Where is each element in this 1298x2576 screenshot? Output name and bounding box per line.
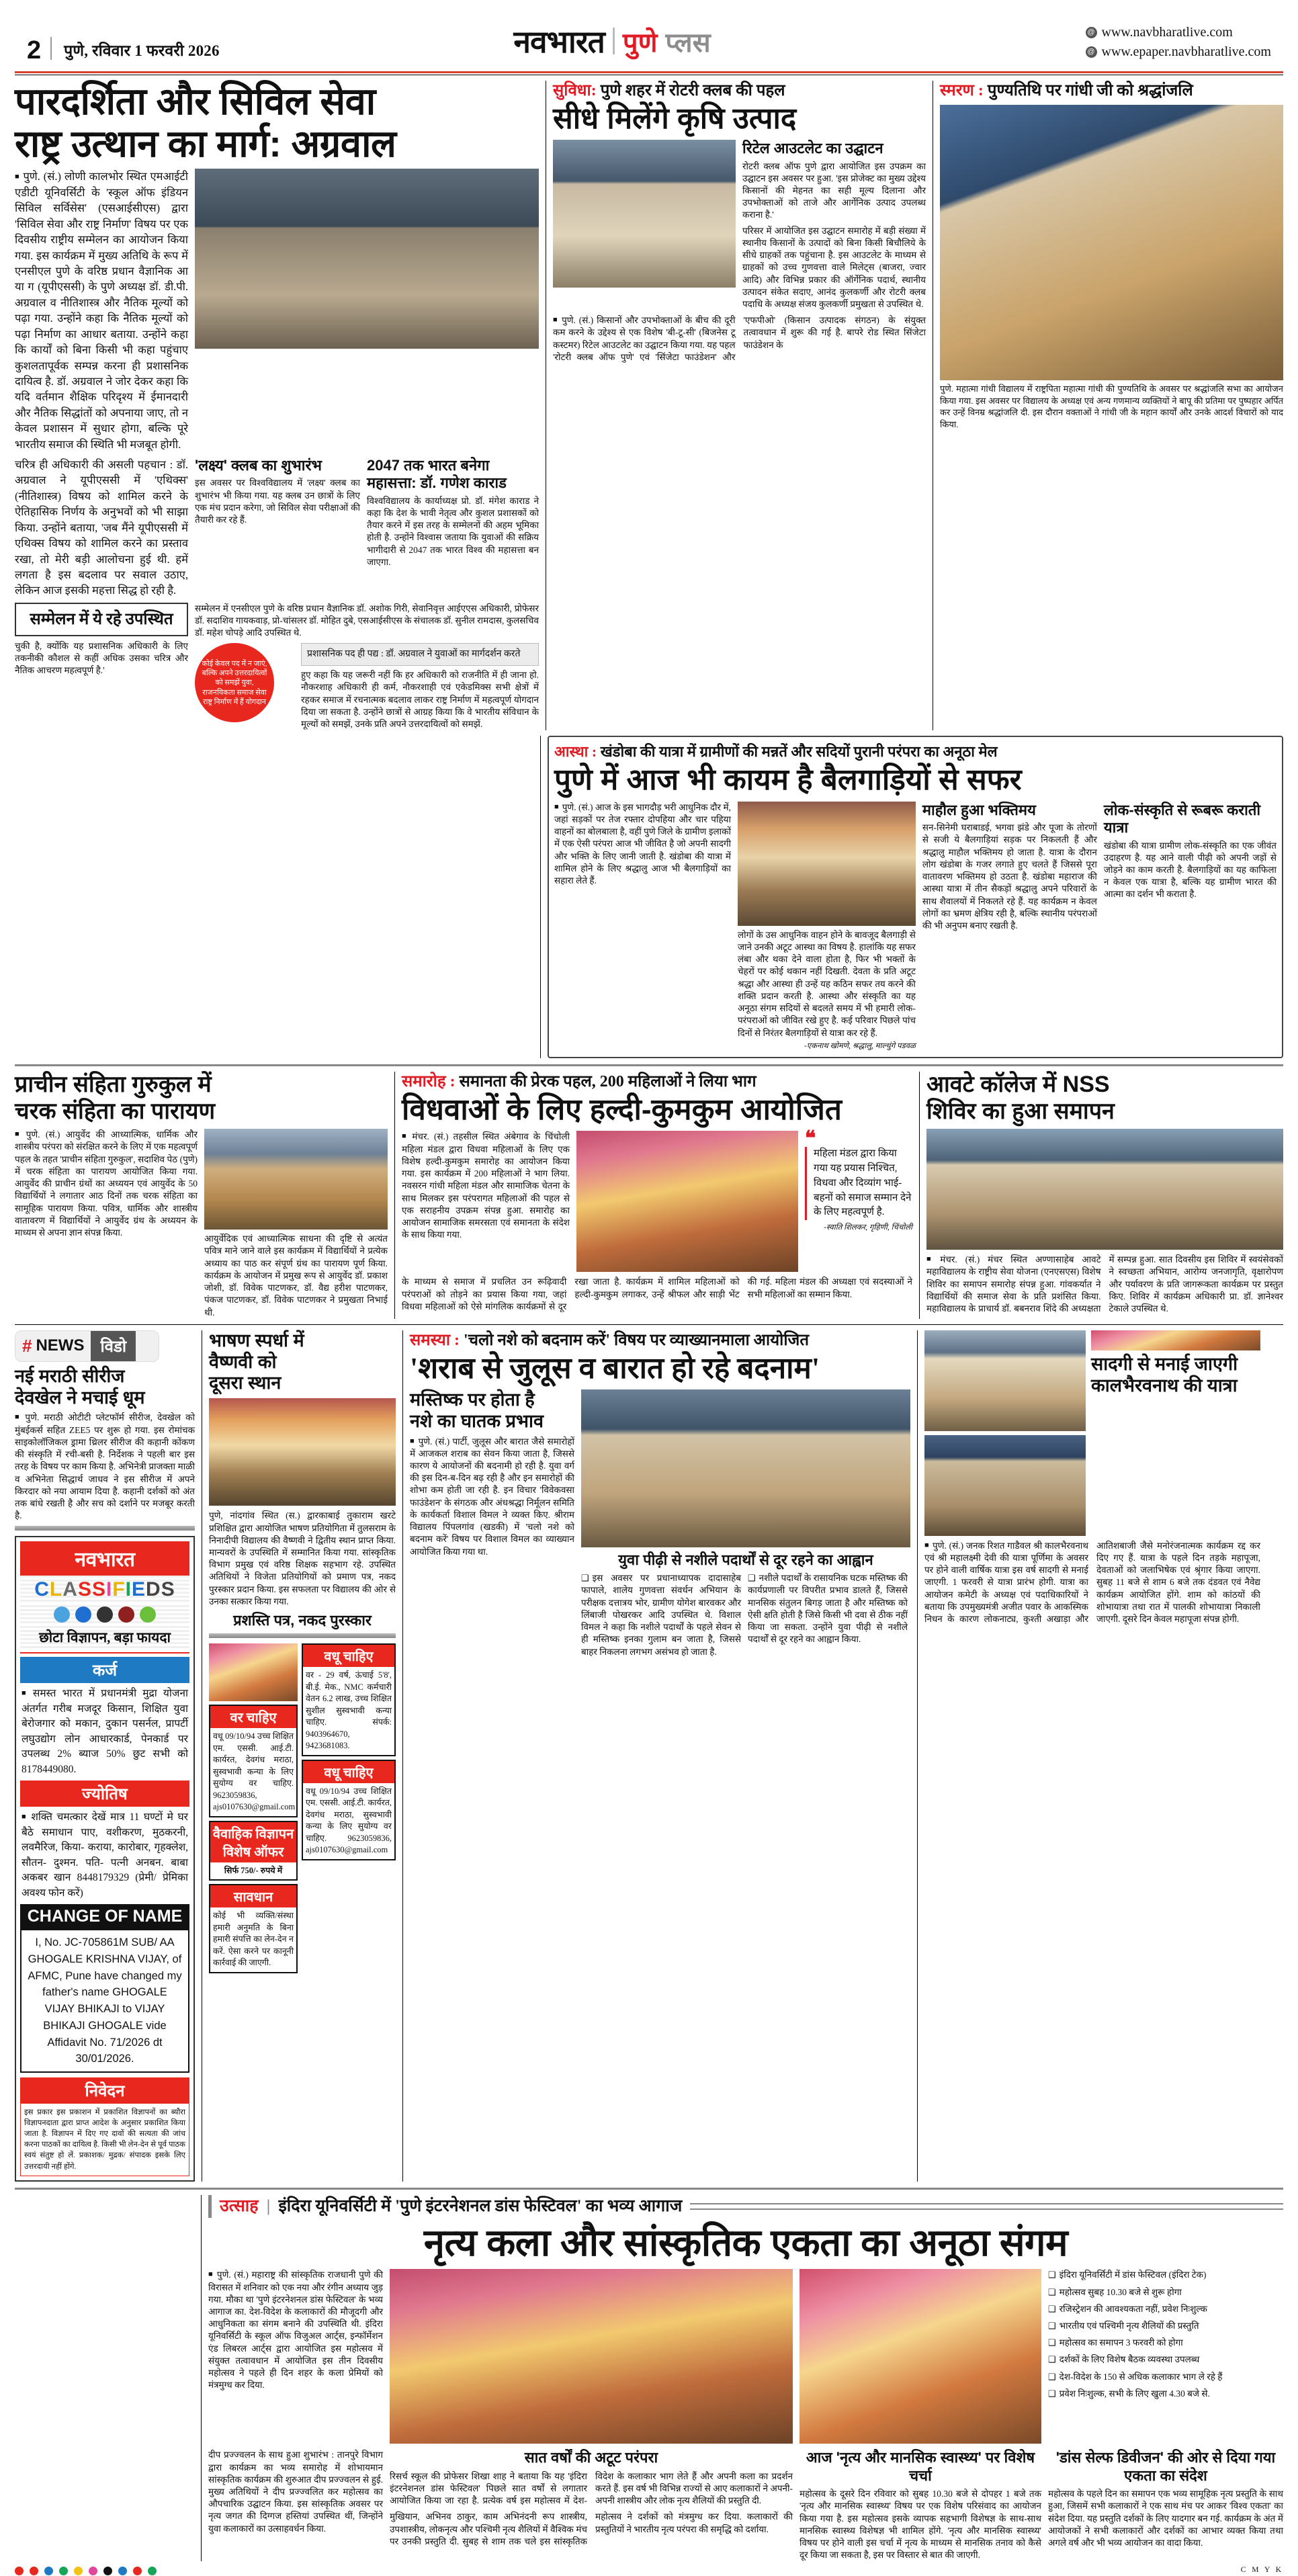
- charak-story: [15, 1072, 388, 1318]
- haldi-quote-attr: -स्वाति शिलकर, गृहिणी, चिंचोली: [824, 1223, 912, 1232]
- haldi-quote-col: [805, 1127, 912, 1272]
- lead-caption-2-title: 2047 तक भारत बनेगा महासत्ता: डॉ. गणेश काराड: [367, 457, 507, 492]
- masthead-websites: [1086, 23, 1272, 62]
- newsvideo-headline-line1: नई मराठी सीरीज: [15, 1365, 125, 1386]
- haldi-kicker-rest: समानता की प्रेरक पहल, 200 महिलाओं ने लिया भाग: [459, 1073, 756, 1091]
- nivedan-title: निवेदन: [20, 2077, 189, 2104]
- charak-headline-line2: चरक संहिता का पारायण: [15, 1098, 216, 1124]
- website-row-1[interactable]: [1086, 23, 1272, 42]
- astha-sub-body-2: खंडोबा की यात्रा ग्रामीण लोक-संस्कृति का एक जीवंत उदाहरण है. यह आने वाली पीढ़ी को अपनी जड़ों से जोड़ने का काम करती है. बैलगाड़ियों का यह काफिला न केवल एक यात्रा है, बल्कि यह ग्रामीण भारत की आत्मा का दर्शन भी कराता है.: [1103, 840, 1277, 900]
- dance-sub2-title: आज 'नृत्य और मानसिक स्वास्थ्य' पर विशेष चर्चा: [806, 2449, 1035, 2484]
- dance-festival-story: [208, 2195, 1283, 2562]
- dance-sub-row: [208, 2449, 1283, 2561]
- haldi-col-1: [402, 1131, 570, 1272]
- left-rail-rule: [15, 1526, 195, 1531]
- bhashan-photo: [209, 1398, 396, 1506]
- col-divider-3: [394, 1072, 395, 1318]
- dance-col-1: [208, 2269, 383, 2444]
- astha-body: ■ पुणे. (सं.) आज के इस भागदौड़ भरी आधुनिक दौर में, जहां सड़कों पर तेज रफ्तार दोपहिया और चार पहिया वाहनों का बोलबाला है, वहीं पुणे जिले के ग्रामीण इलाकों में एक ऐसी परंपरा आज भी जीवित है जो अपनी सादगी और भक्ति के लिए जानी जाती है. खंडोबा की यात्रा में शामिल होने के लिए श्रद्धालु आज भी बैलगाड़ियों का सहारा लेते हैं.: [554, 802, 731, 888]
- charak-headline-line1: प्राचीन संहिता गुरुकुल में: [15, 1072, 212, 1098]
- house-icon: [54, 1606, 70, 1623]
- footer-dot-8: [133, 2567, 142, 2575]
- ad-1-body: वधू 09/10/94 उच्च शिक्षित एम. एससी. आई.टी. कार्यरत, देवगंध मराठा, सुस्वभावी कन्या के लिए सुयोग्य वर चाहिए. 9623059836, ajs0107630@gmail.com: [213, 1731, 296, 1812]
- ads-row: [209, 1643, 396, 1973]
- gandhi-photo: [940, 105, 1283, 380]
- footer-dot-5: [89, 2567, 97, 2575]
- dateline: पुणे, रविवार 1 फरवरी 2026: [64, 42, 220, 59]
- rotary-body: ■ पुणे. (सं.) किसानों और उपभोक्ताओं के बीच की दूरी कम करने के उद्देश्य से एक विशेष 'बी-टू-सी' (बिजनेस टू कस्टमर) रिटेल आउटलेट का उद्घाटन किया गया. यह पहल 'रोटरी क्लब ऑफ पुणे' एवं 'सिंजेटा फाउंडेशन' और 'एफपीओ' (किसान उत्पादक संगठन) के संयुक्त तत्वावधान में शुरू की गई है. बापरे रोड स्थित सिंजेटा फाउंडेशन के: [553, 314, 926, 363]
- left-rail: [15, 1330, 195, 2182]
- dance-check-5: ❑ दर्शकों के लिए विशेष बैठक व्यवस्था उपलब्ध: [1048, 2354, 1283, 2366]
- graduation-cap-icon: [97, 1606, 113, 1623]
- globe-icon: @: [1086, 46, 1097, 58]
- kalbhairav-story: [924, 1330, 1260, 2182]
- lead-body-3: चुकी है, क्योंकि यह प्रशासनिक अधिकारी के लिए तकनीकी कौशल से कहीं अधिक उसका चरित्र और नैतिक आचरण महत्वपूर्ण है.': [15, 640, 188, 676]
- samasya-sub-headline-2: युवा पीढ़ी से नशीले पदार्थों से दूर रहने का आह्वान: [618, 1551, 873, 1568]
- rotary-headline: सीधे मिलेंगे कृषि उत्पाद: [553, 102, 797, 135]
- classifieds-brand: नवभारत: [20, 1541, 189, 1576]
- dance-final-body: महोत्सव के पहले दिन का समापन एक भव्य सामूहिक नृत्य प्रस्तुति के साथ हुआ, जिसमें सभी कलाकारों ने एक साथ मंच पर आकर 'विश्व एकता' का संदेश दिया. यह प्रस्तुति दर्शकों के लिए यादगार बन गई. कार्यक्रम के अंत में आयोजकों ने सभी कलाकारों और दर्शकों का आभार व्यक्त किया तथा अगले वर्ष और भी भव्य आयोजन का वादा किया.: [1048, 2489, 1283, 2548]
- dance-sub1-body: रिसर्च स्कूल की प्रोफेसर शिखा शाह ने बताया कि यह 'इंदिरा इंटरनेशनल डांस फेस्टिवल' पिछले सात वर्षों से लगातार आयोजित किया जा रहा है. प्रत्येक वर्ष इस महोत्सव में देश-विदेश के कलाकार भाग लेते हैं और अपनी कला का प्रदर्शन करते हैं. इस वर्ष भी विभिन्न राज्यों से आए कलाकारों ने अपनी-अपनी शास्त्रीय और लोक नृत्य शैलियों की प्रस्तुति दी.: [390, 2471, 793, 2506]
- bhashan-headline-line2: वैष्णवी को: [209, 1351, 277, 1372]
- lead-caption-1-body: इस अवसर पर विश्वविद्यालय में 'लक्ष्य' क्लब का शुभारंभ भी किया गया. यह क्लब उन छात्रों के लिए एक मंच प्रदान करेगा, जो सिविल सेवा परीक्षाओं की तैयारी कर रहे हैं.: [195, 478, 360, 525]
- lead-story: [15, 81, 539, 730]
- samasya-photo: [581, 1389, 910, 1547]
- astha-left-spacer: [15, 736, 533, 1058]
- classifieds-section-body-1: ■ शक्ति चमत्कार देखें मात्र 11 घण्टों मे घर बैठे समाधान पाए, वशीकरण, मुठकरनी, लवमैरिज, किया- कराया, कारोबार, गृहक्लेश, सौतन- दुश्मन. पति- पत्नी अनबन. बाबा अकबर खान 8448179329 (प्रेमी/ प्रेमिका अवश्य फोन करें): [20, 1807, 189, 1904]
- logo-plus: प्लस: [665, 28, 711, 58]
- lead-body-2: चरित्र ही अधिकारी की असली पहचान : डॉ. अग्रवाल ने यूपीएससी में 'एथिक्स' (नीतिशास्त्र) विषय को शामिल करने के ऐतिहासिक निर्णय के अनुभवों को भी साझा किया. उन्होंने बताया, 'जब मैंने यूपीएससी में एथिक्स विषय को शामिल करने का प्रस्ताव रखा, तो मेरी बड़ी आलोचना हुई थी. हमें लगता है इस बदलाव पर सवाल उठाए, लेकिन आज इसकी महत्ता सिद्ध हो रही है.: [15, 458, 188, 597]
- dance-photo-2: [799, 2269, 1041, 2444]
- dance-check-2: ❑ रजिस्ट्रेशन की आवश्यकता नहीं, प्रवेश निःशुल्क: [1048, 2303, 1283, 2315]
- ad-2-title: वैवाहिक विज्ञापन विशेष ऑफर: [210, 1822, 296, 1862]
- lead-photo: [195, 169, 539, 349]
- dance-check-0: ❑ इंदिरा यूनिवर्सिटी में डांस फेस्टिवल (इंदिरा टेक): [1048, 2269, 1283, 2281]
- footer-dot-6: [103, 2567, 112, 2575]
- ad-3-title: सावधान: [210, 1885, 296, 1907]
- classifieds-icon-row: [20, 1604, 189, 1625]
- news-video-left: [15, 1332, 91, 1361]
- sammelan-panel-title: [15, 603, 188, 636]
- dance-kicker: [220, 2196, 682, 2217]
- samasya-story: [410, 1330, 910, 2182]
- masthead-left: [27, 36, 220, 65]
- nss-headline-line1: आवटे कॉलेज में NSS: [926, 1072, 1110, 1098]
- dance-sub-col-3: [799, 2449, 1041, 2561]
- ad-4-title: वधू चाहिए: [303, 1645, 394, 1667]
- charak-body: ■ पुणे. (सं.) आयुर्वेद की आध्यात्मिक, धार्मिक और शास्त्रीय परंपरा को संरक्षित करने के लिए में एक महत्वपूर्ण पहल के तहत 'प्राचीन संहिता गुरुकुल', सदाशिव पेठ (पुणे) में चरक संहिता का पारायण आयोजित किया गया. आयुर्वेद की प्राचीन ग्रंथों का अध्ययन एवं आयुर्वेद के 50 विद्यार्थियों ने लगातार आठ दिनों तक चरक संहिता का सामूहिक पारायण किया. पवित्र, धार्मिक और शास्त्रीय वातावरण में विद्यार्थियों ने आयुर्वेद ग्रंथ के अध्ययन के माध्यम से अपना ज्ञान संपन्न किया.: [15, 1129, 198, 1239]
- bhashan-body: पुणे, नांदगांव स्थित (स.) द्वारकाबाई तुकाराम खरटे प्रशिक्षित द्वारा आयोजित भाषण प्रतियोगिता में तुलसराम के निनादीपी विद्यालय की वैष्णवी ने द्वितीय स्थान प्राप्त किया. मान्यवरों के उपस्थिति में सम्मानित किया गया. सांस्कृतिक विभाग प्रमुख एवं वरिष्ठ शिक्षक सहभाग रहे. उपस्थित अतिथियों ने विजेता प्रतियोगियों को प्रमाण पत्र, नकद पुरस्कार प्रदान किया. इस सफलता पर विद्यालय की ओर से उनका सत्कार किया गया.: [209, 1510, 396, 1606]
- logo-pune: पुणे: [622, 28, 658, 58]
- haldi-story: [402, 1072, 912, 1318]
- change-of-name-title: CHANGE OF NAME: [20, 1904, 189, 1929]
- rotary-story: [553, 81, 926, 730]
- news-video-badge[interactable]: [15, 1330, 159, 1362]
- samasya-kicker: [410, 1330, 910, 1350]
- ad-4[interactable]: [302, 1643, 396, 1756]
- dance-check-3: ❑ भारतीय एवं पश्चिमी नृत्य शैलियों की प्रस्तुति: [1048, 2320, 1283, 2332]
- wedding-icon: [118, 1606, 134, 1623]
- ad-3-body: कोई भी व्यक्ति/संस्था हमारी अनुमति के बिना हमारी संपत्ति का लेन-देन न करें. ऐसा करने पर कानूनी कार्रवाई की जाएगी.: [213, 1911, 294, 1968]
- dance-kicker-rest: इंदिरा यूनिवर्सिटी में 'पुणे इंटरनेशनल डांस फेस्टिवल' का भव्य आगाज: [278, 2196, 683, 2215]
- masthead: [0, 0, 1298, 67]
- bhashan-headline-line1: भाषण स्पर्धा में: [209, 1330, 304, 1350]
- website-row-2[interactable]: [1086, 42, 1272, 62]
- astha-photo-block: [738, 802, 916, 1051]
- ad-4-body: वर - 29 वर्ष, ऊंचाई 5'8', बी.ई. मेक., NMC कर्मचारी वेतन 6.2 लाख, उच्च शिक्षित सुशील सुस्वभावी कन्या चाहिए. संपर्क: 9403964670, 9423681083.: [306, 1670, 392, 1751]
- ad-5-title: वधू चाहिए: [303, 1761, 394, 1783]
- charak-body-2: आयुर्वेदिक एवं आध्यात्मिक साधना की दृष्टि से अत्यंत पवित्र माने जाने वाले इस कार्यक्रम में विद्यार्थियों ने प्रत्येक अध्याय का पाठ कर संपूर्ण ग्रंथ का पारायण पूर्ण किया. कार्यक्रम के आयोजन में प्रमुख रूप से आयुर्वेद डॉ. प्रकाश जोशी, डॉ. विवेक पाटणकर, डॉ. वैद्य हरीश पाटणकर, पंकज पाटणकर, डॉ. विवेक पाटणकर ने प्रमुखता निभाई थी.: [204, 1234, 388, 1318]
- lead-caption-1: [195, 457, 360, 599]
- kalbhairav-body: ■ पुणे. (सं.) जनक रिशत गाडैवल श्री कालभैरवनाथ एवं श्री महालक्ष्मी देवी की यात्रा पूर्णिमा के अवसर पर होने वाली वार्षिक यात्रा इस वर्ष सादगी से मनाई जाएगी. 1 फरवरी से यात्रा प्रारंभ होगी. यात्रा का आयोजन कमेटी के अध्यक्ष एवं पदाधिकारियों ने बताया कि उपमुख्यमंत्री अजीत पवार के आकस्मिक निधन के कारण लोकनाट्य, कुश्ती अखाड़ा और आतिशबाजी जैसे मनोरंजनात्मक कार्यक्रम रद्द कर दिए गए हैं. यात्रा के पहले दिन तड़के महापूजा, देवताओं को जलाभिषेक एवं श्रृंगार किया जाएगा. सुबह 11 बजे से शाम 6 बजे तक दंडवत एवं नैवेद्य कार्यक्रम आयोजित होंगे. शाम को कांठयों की शोभायात्रा तथा रात में पालकी शोभायात्रा निकाली जाएगी. दूसरे दिन केवल महापूजा संपन्न होगी.: [924, 1540, 1260, 1626]
- astha-kicker-tag: आस्था :: [554, 743, 597, 761]
- gandhi-story: [940, 81, 1283, 730]
- kalbhairav-text-block: [1091, 1330, 1260, 1536]
- col-divider-8: [201, 2195, 202, 2562]
- ad-col-2: [302, 1643, 396, 1973]
- dance-kicker-bar: [208, 2195, 212, 2218]
- gandhi-kicker-tag: स्मरण :: [940, 82, 984, 99]
- dance-photo-block: [390, 2269, 793, 2444]
- dance-body-2: दीप प्रज्ज्वलन के साथ हुआ शुभारंभ : तानपुरे विभाग द्वारा कार्यक्रम का भव्य समारोह में शोभायमान सांस्कृतिक कार्यक्रम की शुरुआत दीप प्रज्ज्वलन से हुई. मुख्य अतिथियों ने दीप प्रज्ज्वलित कर महोत्सव का औपचारिक उद्घाटन किया. इस सांस्कृतिक अवसर पर नृत्य जगत की दिग्गज हस्तियां उपस्थित थीं, जिन्होंने युवा कलाकारों का उत्साहवर्धन किया.: [208, 2450, 383, 2534]
- logo-navbharat: नवभारत: [513, 24, 605, 59]
- dance-check-1: ❑ महोत्सव सुबह 10.30 बजे से शुरू होगा: [1048, 2286, 1283, 2299]
- dance-checklist-col: [1048, 2269, 1283, 2444]
- samasya-headline: 'शराब से जुलूस व बारात हो रहे बदनाम': [410, 1351, 820, 1385]
- charak-photo: [204, 1129, 388, 1230]
- haldi-photo-block: [576, 1131, 798, 1272]
- samasya-kicker-tag: समस्या :: [410, 1331, 460, 1349]
- dance-main-row: [208, 2269, 1283, 2444]
- charak-col-2: [204, 1129, 388, 1319]
- astha-sub-headline-2: लोक-संस्कृति से रूबरू कराती यात्रा: [1103, 801, 1261, 836]
- ad-banner-photo: [209, 1643, 298, 1701]
- rotary-kicker-rest: पुणे शहर में रोटरी क्लब की पहल: [600, 82, 785, 99]
- rotary-sub-body: रोटरी क्लब ऑफ पुणे द्वारा आयोजित इस उपक्रम का उद्घाटन इस अवसर पर हुआ. 'इस प्रोजेक्ट का मुख्य उद्देश्य किसानों की मेहनत का सही मूल्य दिलाना और उपभोक्ताओं को ताजे और आर्गेनिक उत्पाद उपलब्ध कराना है.': [742, 161, 926, 220]
- rotary-sub-headline: रिटेल आउटलेट का उद्घाटन: [742, 140, 883, 157]
- ad-1[interactable]: [209, 1705, 298, 1817]
- video-label: विडो: [91, 1331, 136, 1361]
- astha-quote-attr: -एकनाथ खोमणे, श्रद्धालु, माल्थुंगे पडवळ: [804, 1041, 916, 1050]
- lead-body-1: ■ पुणे. (सं.) लोणी कालभोर स्थित एमआईटी एडीटी यूनिवर्सिटी के 'स्कूल ऑफ इंडियन सिविल सर्विसेस' (एसआईसीएस) द्वारा 'सिविल सेवा और राष्ट्र निर्माण' विषय पर एक दिवसीय राष्ट्रीय सम्मेलन का आयोजन किया गया. इस कार्यक्रम में मुख्य अतिथि के रूप में एनसीएल पुणे के वरिष्ठ प्रधान वैज्ञानिक आ या ग (यूपीएससी) के पुणे अध्यक्ष डॉ. डी.पी. अग्रवाल व नीतिशास्त्र और नैतिक मूल्यों को पढ़ा गया. उन्होंने कहा कि नैतिक मूल्यों को पढ़ा निर्माण का आधार बताया. उन्होंने कहा कि कार्यों को बिना किसी भी कहा पहुंचाए कुशलतापूर्वक सम्पन्न करना ही प्रशासनिक दायित्व है. डॉ. अग्रवाल ने जोर देकर कहा कि यदि वर्तमान शैक्षिक परिदृश्य में ईमानदारी और नैतिक सिद्धांतों को अपनाया जाए, तो न केवल प्रशासन में सुधार होगा, बल्कि पूरे भारतीय समाज की स्थिति भी मजबूत होगी.: [15, 169, 188, 452]
- health-plus-icon: [140, 1606, 156, 1623]
- dance-check-7: ❑ प्रवेश निःशुल्क, सभी के लिए खुला 4.30 बजे से.: [1048, 2388, 1283, 2400]
- hashtag-icon: #: [22, 1335, 32, 1356]
- classifieds-section-title-0: कर्ज: [20, 1657, 189, 1683]
- dance-kicker-sep: |: [266, 2196, 271, 2215]
- dance-sub-col-4: [1048, 2449, 1283, 2561]
- dance-kicker-tag: उत्साह: [220, 2196, 259, 2215]
- website-main: www.navbharatlive.com: [1101, 25, 1233, 40]
- samasya-bullet-1: ❑ इस अवसर पर प्रधानाध्यापक दादासाहेब फापाले, शालेय गुणवत्ता संवर्धन अभियान के परीक्षक दत्तात्रय भोर, ग्रामीण योगेश बारवकर और लिंबाजी पोखरकर आदि उपस्थित थे. विशाल विमल ने कहा कि नशीले पदार्थों के पहले सेवन से ही मस्तिष्क इनका गुलाम बन जाता है, जिससे बाहर निकलना लगभग असंभव हो जाता है.: [581, 1572, 741, 1658]
- dance-sub-col-2: [390, 2449, 793, 2561]
- dance-check-6: ❑ देश-विदेश के 150 से अधिक कलाकार भाग ले रहे हैं: [1048, 2371, 1283, 2383]
- classifieds-section-title-1: ज्योतिष: [20, 1780, 189, 1807]
- classifieds-rule: [20, 1652, 189, 1654]
- dance-sub1-title: सात वर्षों की अटूट परंपरा: [524, 2449, 658, 2466]
- bhashan-rule: [209, 1633, 396, 1638]
- search-icon: [75, 1606, 91, 1623]
- charak-col-1: [15, 1129, 198, 1319]
- haldi-headline: विधवाओं के लिए हल्दी-कुमकुम आयोजित: [402, 1093, 842, 1127]
- footer-dot-0: [15, 2567, 24, 2575]
- classifieds-section-body-0: ■ समस्त भारत में प्रधानमंत्री मुद्रा योजना अंतर्गत गरीब मजदूर किसान, शिक्षित युवा बेरोजगार को मकान, दुकान पसर्नल, प्रापर्टी लघुउद्योग लोन आधारकार्ड, पेनकार्ड पर उपलब्ध 2% ब्याज 50% छुट सभी को 8178449080.: [20, 1683, 189, 1780]
- lead-col-1: [15, 169, 188, 452]
- astha-row: [15, 736, 1283, 1058]
- ad-5[interactable]: [302, 1760, 396, 1860]
- gandhi-caption: पुणे. महात्मा गांधी विद्यालय में राष्ट्रपिता महात्मा गांधी की पुण्यतिथि के अवसर पर श्रद्धांजलि सभा का आयोजन किया गया. इस अवसर पर विद्यालय के अध्यक्ष एवं अन्य गणमान्य व्यक्तियों ने बापू की प्रतिमा पर पुष्पहार अर्पित कर उन्हें विनम्र श्रद्धांजलि दी. इस दौरान वक्ताओं ने गांधी जी के महान कार्यों और उनके आदर्श विचारों को याद किया.: [940, 384, 1283, 429]
- lead-panel-body: सम्मेलन में एनसीएल पुणे के वरिष्ठ प्रधान वैज्ञानिक डॉ. अशोक गिरी, सेवानिवृत्त आईएएस अधिकारी, प्रोफेसर डॉ. सदाशिव गायकवाड़, प्रो-चांसलर डॉ. मोहित दुबे, एसआईसीएस के संचालक डॉ. सुनील रामदास, कुलसचिव डॉ. महेश चोपड़े आदि उपस्थित थे.: [195, 603, 539, 638]
- page-number: 2: [27, 36, 42, 65]
- samasya-photo-block: [581, 1389, 910, 1658]
- sammelan-title-text: सम्मेलन में ये रहे उपस्थित: [30, 610, 173, 628]
- lead-photo-block: [195, 169, 539, 452]
- col-divider-7: [917, 1330, 918, 2182]
- nss-story: [926, 1072, 1283, 1318]
- ad-3[interactable]: [209, 1884, 298, 1973]
- haldi-body: ■ मंचर. (सं.) तहसील स्थित अंबेगाव के चिंचोली महिला मंडल द्वारा विधवा महिलाओं के लिए एक विशेष हल्दी-कुमकुम समारोह का आयोजन किया गया. इस कार्यक्रम में 200 महिलाओं ने भाग लिया. नवसरन गांधी महिला मंडल और सामाजिक चेतना के साथ मिलकर इस परंपरागत महिलाओं की पहल से एक सराहनीय उपक्रम संपन्न हुआ. समारोह का आयोजन सामाजिक समरसता एवं समानता के संदेश के साथ किया गया.: [402, 1131, 570, 1241]
- bhashan-column: [209, 1330, 396, 2182]
- haldi-body-2: के माध्यम से समाज में प्रचलित उन रूढ़िवादी परंपराओं को तोड़ने का प्रयास किया गया, जहां विधवा महिलाओं को ऐसे मांगलिक कार्यक्रमों से दूर रखा जाता है. कार्यक्रम में शामिल महिलाओं को हल्दी-कुमकुम लगाकर, उन्हें श्रीफल और साड़ी भेंट की गई. महिला मंडल की अध्यक्षा एवं सदस्याओं ने सभी महिलाओं का सम्मान किया.: [402, 1277, 912, 1312]
- page-content: [0, 75, 1298, 2561]
- haldi-photo: [576, 1131, 798, 1272]
- lead-col-1b: [15, 457, 188, 599]
- rotary-sub-block: [742, 140, 926, 310]
- classifieds-word: CLASSIFIEDS: [20, 1576, 189, 1604]
- classifieds-box: [15, 1536, 195, 2181]
- samasya-col-1: [410, 1389, 574, 1658]
- lead-quote-box: प्रशासनिक पद ही पद्य : डॉ. अग्रवाल ने युवाओं का मार्गदर्शन करते: [301, 643, 539, 666]
- dance-kicker-rule: [690, 2203, 1283, 2210]
- nss-body: ■ मंचर. (सं.) मंचर स्थित अण्णासाहेब आवटे महाविद्यालय के राष्ट्रीय सेवा योजना (एनएसएस) विशेष शिविर का समापन समारोह संपन्न हुआ. गांवकर्यात ने विद्यार्थियों की समाज सेवा के प्रति प्रशंसित किया. महाविद्यालय के प्राचार्य डॉ. बबनराव शिंदे की अध्यक्षता में सम्पन्न हुआ. सात दिवसीय इस शिविर में स्वयंसेवकों ने स्वच्छता अभियान, आरोग्य जनजागृति, वृक्षारोपण और पर्यावरण के प्रति जागरूकता कार्यक्रम पर प्रस्तुत किए. शिविर में कार्यक्रम अधिकारी प्रा. डॉ. ज्ञानेश्वर टेकाले उपस्थित थे.: [926, 1254, 1283, 1315]
- astha-col-1: [554, 802, 731, 1051]
- astha-sub-body: सन-सिनेमी घराबाडई, भगवा झंडे और पूजा के तोरणों से सजी ये बैलगाड़ियां सड़क पर निकलती हैं और श्रद्धालु माहौल भक्तिमय हो जाता है. यात्रा के दौरान लोग खंडोबा के गजर लगाते हुए चलते हैं जिससे पूरा वातावरण भक्तिमय हो उठता है. खंडोबा महाराज की आस्था यात्रा में तीन सैकड़ों श्रद्धालु अपने परिवारों के साथ शैवालयों में निकलते रहे हैं. यह कार्यक्रम न केवल लोगों का भ्रमण क्षेत्रिय रही है, बल्कि स्थानीय परंपराओं की भी अनुपम बनाए रखती है.: [922, 822, 1097, 931]
- top-row: [15, 81, 1283, 730]
- astha-col-4: [1104, 802, 1277, 1051]
- astha-kicker-rest: खंडोबा की यात्रा में ग्रामीणों की मन्नतें और सदियों पुरानी परंपरा का अनूठा मेल: [600, 743, 998, 761]
- haldi-quote: महिला मंडल द्वारा किया गया यह प्रयास निश्चित, विधवा और दिव्यांग भाई-बहनों को समाज सम्मान देने के लिए महत्वपूर्ण है.: [805, 1147, 912, 1220]
- footer-dot-2: [44, 2567, 53, 2575]
- astha-story: [548, 736, 1283, 1058]
- section-rule-2: [15, 1324, 1283, 1325]
- masthead-red-rule: [15, 71, 1283, 73]
- ad-5-body: वधू 09/10/94 उच्च शिक्षित एम. एससी. आई.टी. कार्यरत, देवगंध मराठा, सुस्वभावी कन्या के लिए सुयोग्य वर चाहिए. 9623059836, ajs0107630@gmail.com: [306, 1786, 392, 1855]
- samasya-body: ■ पुणे. (सं.) पार्टी, जुलूस और बारात जैसे समारोहों में आजकल शराब का सेवन किया जाता है, जिससे कारण ये आयोजनों की बदनामी हो रही है. युवा वर्ग की इस दिन-ब-दिन बढ़ रही है और इन समारोहों की शोभा कम होती जा रही है. इन विचार 'विवेकवसा फाउंडेशन' के संगठक और अंधश्रद्धा निर्मूलन समिति के कार्यकर्ता विशाल विमल ने व्यक्त किए. श्रीराम विद्यालय पिंपलगांव (खडकी) में 'चलो नशे को बदनाम करें' विषय पर विशाल विमल का व्याख्यान आयोजित किया गया था.: [410, 1436, 574, 1558]
- footer-registration-dots: [0, 2561, 1298, 2576]
- section-rule-1: [15, 1064, 1283, 1066]
- lead-caption-2: [367, 457, 539, 599]
- col-divider-4: [919, 1072, 920, 1318]
- news-label: NEWS: [36, 1336, 85, 1355]
- dance-sub2-body: महोत्सव के दूसरे दिन रविवार को सुबह 10.30 बजे से दोपहर 1 बजे तक 'नृत्य और मानसिक स्वास्थ्य' विषय पर एक विशेष परिसंवाद का आयोजन किया गया है. इस महोत्सव इसके व्यापक सहभागी विशेषज्ञ के साथ-साथ मानसिक स्वास्थ्य विशेषज्ञ भी शामिल होंगे. 'नृत्य और मानसिक स्वास्थ्य' विषय पर होने वाली इस चर्चा में नृत्य के माध्यम से मानसिक तनाव को कैसे दूर किया जा सकता है, इस पर विस्तार से बात की जाएगी.: [799, 2489, 1041, 2561]
- dance-sub3-body: मुखियान, अभिनव ठाकुर, काम अभिनंदनी रूप शास्त्रीय, उपशास्त्रीय, लोकनृत्य और पश्चिमी नृत्य शैलियों में वैश्विक मंच पर उनकी प्रस्तुति दी. सुबह से शाम तक चले इस सांस्कृतिक महोत्सव ने दर्शकों को मंत्रमुग्ध कर दिया. कलाकारों की प्रस्तुतियों ने भारतीय नृत्य परंपरा की समृद्धि को दर्शाया.: [390, 2511, 793, 2546]
- lead-headline-line2: राष्ट्र उत्थान का मार्ग: अग्रवाल: [15, 122, 396, 165]
- change-of-name-body: I, No. JC-705861M SUB/ AA GHOGALE KRISHNA VIJAY, of AFMC, Pune have changed my father's name GHOGALE VIJAY BHIKAJI to VIJAY BHIKAJI GHOGALE vide Affidavit No. 71/2026 dt 30/01/2026.: [20, 1929, 189, 2073]
- footer-dot-1: [30, 2567, 38, 2575]
- rotary-kicker: [553, 81, 926, 101]
- lead-circle-note: कोई केवल पद में न जाएं, बल्कि अपने उत्तरदायित्वों को समझें युवा, राजनयिकता समाज सेवा राष्ट्र निर्माण में हैं योगदान: [195, 643, 274, 722]
- dance-final-title: 'डांस सेल्फ डिवीजन' की ओर से दिया गया एकता का संदेश: [1055, 2449, 1276, 2484]
- kalbhairav-headline-line2: कालभैरवनाथ की यात्रा: [1091, 1375, 1238, 1396]
- haldi-kicker-tag: समारोह :: [402, 1073, 456, 1091]
- nss-photo: [926, 1129, 1283, 1250]
- astha-headline: पुणे में आज भी कायम है बैलगाड़ियों से सफर: [554, 763, 1022, 796]
- ad-1-title: वर चाहिए: [210, 1706, 296, 1728]
- col-divider-6: [402, 1330, 403, 2182]
- haldi-kicker: [402, 1072, 912, 1092]
- middle-row: [15, 1072, 1283, 1318]
- dance-body: ■ पुणे. (सं.) महाराष्ट्र की सांस्कृतिक राजधानी पुणे की विरासत में शनिवार को एक नया और रंगीन अध्याय जुड़ गया. मौका था 'पुणे इंटरनेशनल डांस फेस्टिवल' के भव्य आगाज का. देश-विदेश के कलाकारों की मौजूदगी और आधुनिकता का संगम बनाने की उपस्थिति थी. इंदिरा यूनिवर्सिटी के स्कूल ऑफ विजुअल आर्ट्स, इन्फॉर्मेशन एंड लिबरल आर्ट्स द्वारा आयोजित इस महोत्सव में संयुक्त तत्वावधान में आयोजित इस तीन दिवसीय महोत्सव ने पहले ही दिन शहर के कला प्रेमियों को मंत्रमुग्ध कर दिया.: [208, 2269, 383, 2391]
- dance-left-spacer: [15, 2195, 194, 2562]
- footer-dot-3: [59, 2567, 68, 2575]
- website-epaper: www.epaper.navbharatlive.com: [1101, 44, 1271, 59]
- dance-check-4: ❑ महोत्सव का समापन 3 फरवरी को होगा: [1048, 2337, 1283, 2349]
- rotary-photo-block: [553, 140, 736, 310]
- bhashan-headline-line3: दूसरा स्थान: [209, 1373, 282, 1393]
- lead-caption-1-title: 'लक्ष्य' क्लब का शुभारंभ: [195, 457, 322, 474]
- kalbhairav-banner-photo: [1091, 1330, 1260, 1350]
- ad-col-1: [209, 1643, 298, 1973]
- quote-mark-icon: ❝: [805, 1127, 816, 1150]
- footer-cmyk-mark: C M Y K: [1240, 2566, 1283, 2575]
- dance-headline: नृत्य कला और सांस्कृतिक एकता का अनूठा संगम: [423, 2221, 1068, 2264]
- footer-dot-7: [118, 2567, 127, 2575]
- kalbhairav-photo-2: [924, 1435, 1086, 1536]
- rotary-kicker-tag: सुविधा:: [553, 82, 597, 99]
- dance-col-3: [799, 2269, 1041, 2444]
- dance-photo: [390, 2269, 793, 2444]
- astha-kicker: [554, 742, 1277, 761]
- footer-dot-9: [148, 2567, 157, 2575]
- samasya-kicker-rest: 'चलो नशे को बदनाम करें' विषय पर व्याख्यानमाला आयोजित: [464, 1331, 810, 1349]
- lead-panel-right: [195, 603, 539, 730]
- kalbhairav-headline-line1: सादगी से मनाई जाएगी: [1091, 1353, 1238, 1374]
- dance-sub-col-1: [208, 2449, 383, 2561]
- newsvideo-headline-line2: देवखेल ने मचाई धूम: [15, 1387, 145, 1408]
- lead-body-4: हुए कहा कि यह जरूरी नहीं कि हर अधिकारी को राजनीति में ही जाना हो. नौकरशाह अधिकारी ही कर्म, नौकरशाही एवं एकेडमिक्स सभी क्षेत्रों में रहकर समाज में रचनात्मक बदलाव लाकर राष्ट्र निर्माण में महत्वपूर्ण योगदान दिया जा सकता है. उन्होंने छात्रों से आग्रह किया कि वे भारतीय संविधान के मूल्यों को समझें, उनके प्रति अपने उत्तरदायित्वों को समझें.: [301, 670, 539, 729]
- dance-row: [15, 2195, 1283, 2562]
- ad-2[interactable]: [209, 1821, 298, 1881]
- samasya-sub-headline-line1: मस्तिष्क पर होता है: [410, 1389, 535, 1410]
- gandhi-kicker-rest: पुण्यतिथि पर गांधी जी को श्रद्धांजलि: [987, 82, 1193, 99]
- lead-col-panel: [15, 603, 188, 730]
- astha-col-3: [922, 802, 1097, 1051]
- nss-headline-line2: शिविर का हुआ समापन: [926, 1098, 1115, 1124]
- masthead-logo[interactable]: [513, 20, 710, 62]
- dance-kicker-row: [208, 2195, 1283, 2218]
- gandhi-kicker: [940, 81, 1283, 101]
- astha-quote-block: लोगों के उस आधुनिक वाहन होने के बावजूद बैलगाड़ी से जाने उनकी अटूट आस्था का विषय है. हालांकि यह सफर लंबा और थका देने वाला होता है, फिर भी भक्तों के चेहरों पर कोई थकान नहीं दिखती. देवता के प्रति अटूट श्रद्धा और आस्था ही उन्हें यह कठिन सफर तय करने की शक्ति प्रदान करती है. आस्था और संस्कृति का यह अनूठा संगम सदियों से बदलते समय में भी हमारी लोक-परंपराओं को जीवित रखे हुए है. कई परिवार पिछले पांच दिनों से निरंतर बैलगाड़ियों से यात्रा कर रहे हैं.: [737, 929, 916, 1038]
- lead-caption-2-body: विश्वविद्यालय के कार्याध्यक्ष प्रो. डॉ. मंगेश काराड ने कहा कि देश के भावी नेतृत्व और कुशल प्रशासकों को तैयार करने में इस तरह के सम्मेलनों की अहम भूमिका होती है. उन्होंने विश्वास जताया कि युवाओं की सक्रिय भागीदारी से 2047 तक भारत विश्व की महासत्ता बन जाएगा.: [367, 495, 539, 567]
- samasya-sub-headline-line2: नशे का घातक प्रभाव: [410, 1410, 544, 1431]
- kalbhairav-photo-1: [924, 1330, 1086, 1431]
- bhashan-award-label: प्रशस्ति पत्र, नकद पुरस्कार: [233, 1612, 372, 1629]
- newsvideo-body: ■ पुणे. मराठी ओटीटी प्लेटफॉर्म सीरीज, देवखेल को मुंबईकर्स सहित ZEE5 पर शुरू हो गया. इस रोमांचक साइकोलॉजिकल ड्रामा थ्रिलर सीरीज की कहानी कोंकण की संस्कृति में रची-बसी है. निर्देशक ने पहली बार इस तरह के विषय पर काम किया है. अभिनेत्री प्राजक्ता माळी व अभिनेता सिद्धार्थ जाधव ने इस सीरीज में अपने किरदार को नया आयाम दिया है. कहानी दर्शकों को अंत तक बांधे रखती है और सच को दर्शाने पर मजबूर करती है.: [15, 1412, 195, 1522]
- classifieds-tagline: छोटा विज्ञापन, बड़ा फायदा: [20, 1625, 189, 1650]
- masthead-divider: [50, 37, 52, 60]
- nivedan-body: इस प्रकार इस प्रकाशन में प्रकाशित विज्ञापनों का ब्यौरा विज्ञापनदाता द्वारा प्राप्त आदेश के अनुसार प्रकाशित किया जाता है. विज्ञापन में दिए गए दावों की सत्यता की जांच करना पाठकों का दायित्व है. किसी भी लेन-देन से पूर्व पाठक स्वयं संतुष्ट हो लें. प्रकाशक/ मुद्रक/ संपादक इसके लिए उत्तरदायी नहीं होंगे.: [20, 2104, 189, 2176]
- ad-2-body: सिर्फ 750/- रुपये में: [224, 1865, 283, 1875]
- kalbhairav-photo-block: [924, 1330, 1086, 1536]
- rotary-photo: [553, 140, 736, 288]
- footer-dot-4: [74, 2567, 83, 2575]
- astha-sub-headline: माहौल हुआ भक्तिमय: [922, 801, 1036, 818]
- astha-photo: [738, 802, 916, 926]
- globe-icon: @: [1086, 27, 1097, 38]
- section-rule-3: [15, 2188, 1283, 2190]
- rotary-sub-body-2: परिसर में आयोजित इस उद्घाटन समारोह में बड़ी संख्या में स्थानीय किसानों के उत्पादों को बिना किसी बिचौलिये के सीधे ग्राहकों तक पहुंचाना है. इस आउटलेट के माध्यम से ग्राहकों को उच्च गुणवत्ता वाले मिलेट्स (बाजरा, ज्वार आदि) और विभिन्न प्रकार की ऑर्गेनिक पदार्थ, स्थानीय उत्पादन संकेत सदाए, आनंद कुलकर्णी और रोटरी क्लब पदाधि के अध्यक्ष संजय कुलकर्णी प्रमुखता से उपस्थित थे.: [742, 225, 926, 309]
- astha-divider-left: [540, 736, 541, 1058]
- logo-separator: [613, 28, 615, 54]
- lower-row: [15, 1330, 1283, 2182]
- lead-headline-line1: पारदर्शिता और सिविल सेवा: [15, 80, 376, 122]
- samasya-bullet-2: ❑ नशीले पदार्थों के रासायनिक घटक मस्तिष्क की कार्यप्रणाली पर विपरीत प्रभाव डालते हैं, जिससे मानसिक संतुलन बिगड़ जाता है और मस्तिष्क को ऐसी क्षति होती है जिसे किसी भी दवा से ठीक नहीं किया जा सकता. उन्होंने युवा पीढ़ी से नशीले पदार्थों से दूर रहने का आह्वान किया.: [748, 1572, 908, 1658]
